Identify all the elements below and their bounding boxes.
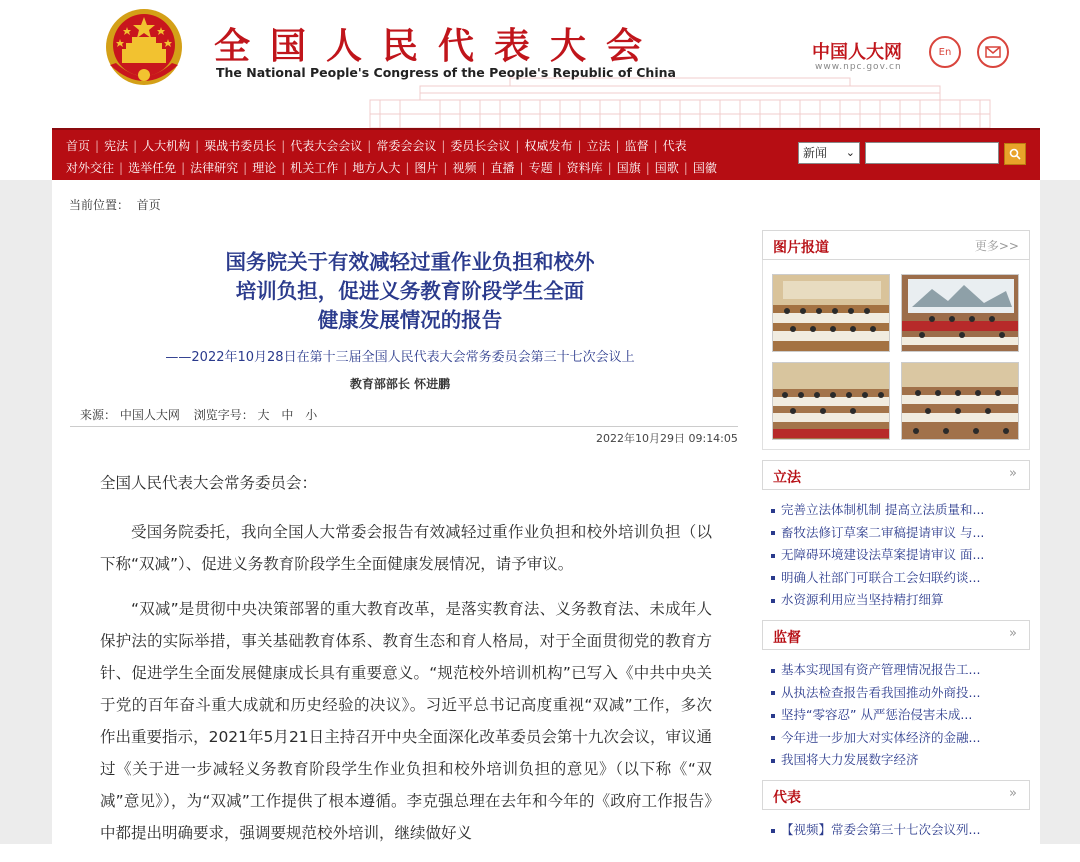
nav-separator: | [367,139,372,153]
nav-separator: | [281,139,286,153]
article-body [100,470,712,862]
nav-item[interactable]: 机关工作 [290,161,339,175]
article-paragraph: “双减”是贯彻中央决策部署的重大教育改革，是落实教育法、义务教育法、未成年人保护法的实际举措，事关基础教育体系、教育生态和育人格局，对于全面贯彻党的教育方针、促进学生全面发展健康成长具有重要意义。“规范校外培训机构”已写入《中共中央关于党的百年奋斗重大成就和历史经验的决议》。习近平总书记高度重视“双减”工作，多次作出重要指示，2021年5月21日主持召开中央全面深化改革委员会第十九次会议，审议通过《关于进一步减轻义务教育阶段学生作业负担和校外培训负担的意见》（以下称《“双减”意见》），为“双减”工作提供了根本遵循。李克强总理在去年和今年的《政府工作报告》中都提出明确要求，强调要规范校外培训，继续做好义 [100,600,712,842]
nav-separator: | [519,161,524,175]
breadcrumb-home-link[interactable]: 首页 [136,198,161,212]
nav-item[interactable]: 理论 [252,161,277,175]
article-date: 2022年10月29日 09:14:05 [596,432,738,445]
bullet-icon [771,759,775,763]
site-title-cn: 全国人民代表大会 [214,25,663,67]
nav-item[interactable]: 图片 [414,161,439,175]
bullet-icon [771,669,775,673]
source-value: 中国人大网 [119,408,180,422]
meeting-photo-1 [773,275,890,352]
npc-logo-url: www.npc.gov.cn [815,62,902,72]
nav-separator: | [683,161,688,175]
npc-logo-text[interactable]: 中国人大网 [812,42,902,63]
list-item[interactable] [770,499,1026,522]
nav-item[interactable]: 选举任免 [128,161,177,175]
nav-separator: | [515,139,520,153]
nav-item[interactable]: 代表 [662,139,687,153]
font-size-small-button[interactable]: 小 [305,408,318,422]
list-item-text: 明确人社部门可联合工会妇联约谈... [781,569,981,585]
nav-item[interactable]: 立法 [586,139,611,153]
nav-item[interactable]: 首页 [66,139,91,153]
english-button-label: En [938,46,952,58]
nav-item[interactable]: 监督 [624,139,649,153]
nav-item[interactable]: 视频 [452,161,477,175]
legislation-news-list [770,499,1026,612]
news-photo[interactable] [901,362,1019,440]
nav-separator: | [95,139,100,153]
list-item[interactable] [770,522,1026,545]
photo-grid [762,260,1030,450]
bullet-icon [771,714,775,718]
list-item[interactable] [770,544,1026,567]
site-title-en: The National People's Congress of the People's Republic of China [216,65,676,80]
breadcrumb [69,196,161,213]
list-item-text: 【视频】常委会第三十七次会议列... [781,822,981,837]
list-item[interactable] [770,567,1026,590]
nav-item[interactable]: 资料库 [566,161,603,175]
double-chevron-right-icon[interactable]: » [1009,626,1017,641]
article-title [110,248,710,335]
nav-separator: | [441,139,446,153]
english-button[interactable] [929,36,961,68]
list-item-text: 坚持“零容忍” 从严惩治侵害未成... [781,707,973,722]
double-chevron-right-icon[interactable]: » [1009,786,1017,801]
nav-separator: | [405,161,410,175]
deputies-title: 代表 [773,790,801,806]
deputies-news-list [770,819,1026,842]
font-size-medium-button[interactable]: 中 [281,408,294,422]
list-item[interactable] [770,749,1026,772]
nav-separator: | [195,139,200,153]
deputies-header [762,780,1030,810]
list-item[interactable] [770,682,1026,705]
search-icon [1009,148,1021,160]
search-input[interactable] [865,142,999,164]
nav-separator: | [645,161,650,175]
news-photo[interactable] [772,274,890,352]
nav-separator: | [281,161,286,175]
nav-item[interactable]: 地方人大 [352,161,401,175]
nav-item[interactable]: 代表大会会议 [290,139,363,153]
nav-item[interactable]: 委员长会议 [450,139,511,153]
bullet-icon [771,736,775,740]
article-title-line: 国务院关于有效减轻过重作业负担和校外 [225,250,595,274]
mail-button[interactable] [977,36,1009,68]
nav-item[interactable]: 宪法 [104,139,129,153]
supervision-news-list [770,659,1026,772]
font-size-large-button[interactable]: 大 [257,408,270,422]
chevron-down-icon: ⌄ [845,146,855,159]
bullet-icon [771,509,775,513]
nav-row-2 [66,159,717,176]
nav-item[interactable]: 栗战书委员长 [204,139,277,153]
bullet-icon [771,691,775,695]
supervision-header [762,620,1030,650]
article-title-line: 培训负担，促进义务教育阶段学生全面 [235,279,585,303]
list-item-text: 我国将大力发展数字经济 [781,752,919,767]
nav-separator: | [577,139,582,153]
nav-separator: | [653,139,658,153]
meeting-photo-4 [902,363,1019,440]
article-author: 教育部部长 怀进鹏 [349,377,451,391]
legislation-title: 立法 [773,470,801,486]
meeting-photo-2 [902,275,1019,352]
photo-news-title: 图片报道 [773,240,829,256]
list-item-text: 今年进一步加大对实体经济的金融... [781,729,981,745]
nav-separator: | [443,161,448,175]
nav-item[interactable]: 直播 [490,161,515,175]
search-button[interactable] [1004,143,1026,165]
list-item[interactable] [770,659,1026,682]
nav-separator: | [133,139,138,153]
photo-news-header [762,230,1030,260]
list-item-text: 水资源利用应当坚持精打细算 [781,592,944,607]
nav-separator: | [615,139,620,153]
bullet-icon [771,554,775,558]
main-nav [52,128,1040,180]
article-divider [70,426,738,427]
nav-item[interactable]: 专题 [528,161,553,175]
supervision-title: 监督 [773,630,801,646]
article-meta [80,406,325,423]
article-paragraph: 受国务院委托，我向全国人大常委会报告有效减轻过重作业负担和校外培训负担（以下称“双减”）、促进义务教育阶段学生全面健康发展情况，请予审议。 [100,523,712,573]
nav-separator: | [181,161,186,175]
news-photo[interactable] [772,362,890,440]
article-title-line: 健康发展情况的报告 [317,308,503,332]
list-item-text: 完善立法体制机制 提高立法质量和... [781,502,985,517]
list-item[interactable] [770,704,1026,727]
nav-separator: | [481,161,486,175]
list-item[interactable] [770,819,1026,842]
list-item-text: 从执法检查报告看我国推动外商投... [781,684,981,700]
list-item-text: 基本实现国有资产管理情况报告工... [781,662,981,677]
nav-separator: | [607,161,612,175]
bullet-icon [771,599,775,603]
nav-item[interactable]: 国旗 [616,161,641,175]
nav-item[interactable]: 对外交往 [66,161,115,175]
legislation-header [762,460,1030,490]
search-category-select[interactable] [798,142,860,164]
nav-item[interactable]: 权威发布 [524,139,573,153]
nav-row-1 [66,137,687,154]
nav-item[interactable]: 法律研究 [190,161,239,175]
font-size-label: 浏览字号： [193,408,254,422]
news-photo[interactable] [901,274,1019,352]
article-salutation: 全国人民代表大会常务委员会： [100,474,318,492]
list-item-text: 畜牧法修订草案二审稿提请审议 与... [781,524,985,540]
search-category-value: 新闻 [803,146,828,160]
national-emblem-icon [100,5,188,97]
nav-item[interactable]: 常委会会议 [376,139,437,153]
list-item-text: 无障碍环境建设法草案提请审议 面... [781,547,985,562]
nav-item[interactable]: 人大机构 [142,139,191,153]
breadcrumb-label: 当前位置： [69,198,130,212]
meeting-photo-3 [773,363,890,440]
article-subtitle: ——2022年10月28日在第十三届全国人民代表大会常务委员会第三十七次会议上 [165,350,635,365]
source-label: 来源： [80,408,117,422]
bullet-icon [771,576,775,580]
mail-icon [985,46,1001,58]
nav-separator: | [119,161,124,175]
bullet-icon [771,829,775,833]
nav-separator: | [343,161,348,175]
site-header [0,0,1080,128]
nav-item[interactable]: 国徽 [692,161,717,175]
photo-news-more-link[interactable]: 更多>> [974,239,1019,253]
nav-item[interactable]: 国歌 [654,161,679,175]
list-item[interactable] [770,589,1026,612]
double-chevron-right-icon[interactable]: » [1009,466,1017,481]
list-item[interactable] [770,727,1026,750]
nav-separator: | [243,161,248,175]
bullet-icon [771,531,775,535]
nav-separator: | [557,161,562,175]
